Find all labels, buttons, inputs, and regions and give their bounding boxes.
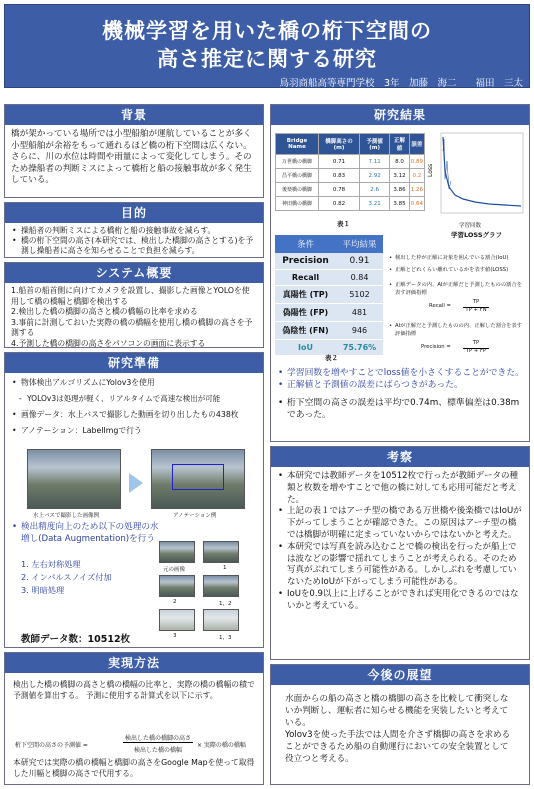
graph-title: 学習回数	[459, 223, 482, 229]
table1-header: Bridge Name	[276, 134, 319, 155]
future-text-2: Yolov3を使った手法では人間を介さず橋脚の高さを求めることができるため船の自動運行においての安全装置として役立つと考える。	[285, 730, 511, 764]
results-bullets	[277, 367, 525, 421]
precision-formula: Precision = TP TP + FP	[389, 340, 527, 356]
future-section	[270, 664, 530, 785]
aug-label: 元の画像	[163, 567, 186, 573]
teacher-data-count: 教師データ数：10512枚	[21, 634, 131, 645]
discussion-heading: 考察	[271, 447, 529, 467]
future-heading: 今後の展望	[271, 665, 529, 685]
aug-photo-12	[203, 575, 239, 597]
preparation-heading: 研究準備	[5, 353, 263, 373]
prep-bullet-1: • 物体検出アルゴリズムにYolov3を使用	[12, 378, 155, 387]
augmentation-item: 1. 左右対称処理	[21, 559, 81, 569]
photo-caption-2: アノテーション例	[173, 513, 217, 519]
loss-graph	[427, 131, 525, 239]
purpose-section	[4, 202, 264, 258]
aug-photo-1	[203, 541, 239, 563]
poster-title-line2: 高さ推定に関する研究	[157, 47, 377, 71]
results-section	[270, 104, 530, 442]
table-row-iou: IoU 75.76%	[275, 340, 383, 356]
table-row: 偽陽性 (FP) 481	[275, 304, 383, 322]
discussion-item: • 上記の表１ではアーチ型の橋である万世橋や後楽橋ではIoUが下がってしまうことが確認できた。この原因はアーチ型の橋では橋脚が明確に定まっていないからではないかと考えた。	[277, 506, 523, 541]
results-table-2	[275, 235, 383, 356]
metric-note: AIが正解だと予測したものの内、正解した割合を表す評価指標	[395, 323, 523, 337]
metric-note: 検出した枠が正解に対象を囲んでいる割合(IoU)	[395, 255, 509, 261]
table2-header: 平均結果	[336, 235, 383, 253]
table-row: 昌平橋の橋脚 0.83 2.92 3.12 0.2	[276, 169, 425, 183]
system-item: 4.予測した橋の橋脚の高さをパソコンの画面に表示する	[11, 338, 206, 348]
future-text-1: 水面からの船の高さと橋の橋脚の高さを比較して衝突しないか判断し、運転者に知らせる機能を実装したいと考えている。	[285, 694, 509, 728]
purpose-item: • 操船者の判断ミスによる橋桁と船の接触事故を減らす。	[11, 226, 257, 236]
augmentation-item: 2. インパルスノイズ付加	[21, 572, 112, 582]
augmentation-list	[21, 558, 112, 597]
aug-label: 1，2	[219, 601, 232, 607]
aug-photo-original	[159, 541, 195, 563]
purpose-item: • 橋の桁下空間の高さ(本研究では、検出した橋脚の高さとする)を予測し操船者に高さを知らせることで負担を減らす。	[11, 236, 257, 256]
prep-bullet-1-sub: - YOLOv3は処理が軽く、リアルタイムで高速な検出が可能	[19, 394, 221, 403]
system-item: 2.検出した橋の橋脚の高さと橋の橋幅の比率を求める	[11, 307, 198, 316]
background-text-2: さらに、川の水位は時間や雨量によって変化してしまう。そのため操船者の判断ミスによって橋桁と船の接触事故が多く発生している。	[11, 152, 252, 185]
table1-header: 予測値(m)	[360, 134, 390, 155]
results-bullet: • 学習回数を増やすことでloss値を小さくすることができた。	[277, 367, 525, 379]
table1-caption: 表１	[337, 220, 350, 228]
graph-caption: 学習LOSSグラフ	[451, 231, 503, 239]
preparation-section	[4, 352, 264, 648]
aug-label: 2	[173, 599, 177, 605]
discussion-item: • 本研究では写真を読み込むことで橋の検出を行ったが船上では波などの影響で揺れてしまうことが考えられる。そのため写真がぶれてしまう可能性がある。しかしぶれを考慮していないためIoUが下がってしまう可能性がある。	[277, 542, 523, 589]
recall-formula: Recall = TP TP + FN	[389, 299, 527, 315]
augmentation-bullet: • 検出精度向上のため以下の処理の水増し(Data Augmentation)を行う	[12, 522, 159, 544]
table-row: 真陽性 (TP) 5102	[275, 286, 383, 304]
graph-ylabel: Loss	[427, 163, 434, 177]
aug-photo-2	[159, 575, 195, 597]
poster-header	[4, 4, 530, 88]
discussion-item: • IoUを0.9以上に上げることができれば実用化できるのではないかと考えている。	[277, 589, 523, 613]
aug-photo-13	[203, 609, 239, 631]
system-item: 3.事前に計測しておいた実際の橋の橋幅を使用し橋の橋脚の高さを予測する	[11, 317, 253, 337]
background-heading: 背景	[5, 105, 263, 125]
loss-graph-svg	[429, 131, 525, 221]
poster-title-line1: 機械学習を用いた橋の桁下空間の	[102, 19, 432, 43]
bounding-box	[172, 464, 224, 490]
purpose-heading: 目的	[5, 203, 263, 223]
aug-photo-3	[159, 609, 195, 631]
arrow-right-icon	[129, 473, 143, 493]
prep-bullet-2: • 画像データ：水上バスで撮影した動画を切り出したもの438枚	[12, 410, 239, 419]
system-heading: システム概要	[5, 263, 263, 283]
table1-header: 橋脚高さの(m)	[318, 134, 359, 155]
results-table-1	[275, 133, 425, 211]
prep-bullet-3: • アノテーション：LabelImgで行う	[12, 426, 142, 435]
table1-header: 正解値	[390, 134, 409, 155]
background-text-1: 橋が架かっている場所では小型船舶が運航していることが多く小型船舶が余裕をもって通れるほど橋の桁下空間は広くない。	[11, 129, 252, 151]
table-row: 偽陰性 (FN) 946	[275, 322, 383, 340]
table2-caption: 表２	[325, 354, 338, 362]
aug-label: 1	[223, 565, 227, 571]
table-row: Precision 0.91	[275, 253, 383, 270]
method-heading: 実現方法	[5, 653, 263, 673]
metric-notes: • 検出した枠が正解に対象を囲んでいる割合(IoU) • 正解とどれくらい離れているかを表す値(LOSS) • 正解データの内、AIが正解だと予測したものの割合を表す評価指標 Recall = TP TP + FN • AIが正解だと予測したものの内、正解した割合を表す評価指標 Precision = TP TP + FP	[389, 255, 527, 356]
results-heading: 研究結果	[271, 105, 529, 125]
table-row: 万世橋の橋脚 0.71 7.11 8.0 0.89	[276, 155, 425, 169]
aug-label: 1，3	[219, 635, 232, 641]
method-formula: 桁下空間の高さの予測値 = 検出した橋の橋脚の高さ 検出した橋の橋幅 × 実際の橋の橋幅	[15, 735, 246, 754]
method-section	[4, 652, 264, 785]
annotation-photo-example	[151, 449, 245, 509]
boat-photo-example	[27, 449, 121, 509]
discussion-item: • 本研究では教師データを10512枚で行ったが教師データの種類と枚数を増やすことで他の橋に対しても応用可能だと考えた。	[277, 471, 523, 506]
results-bullet: • 正解値と予測値の誤差にばらつきがあった。	[277, 379, 525, 391]
method-text-2: 本研究では実際の橋の橋幅と橋脚の高さをGoogle Mapを使って取得した川幅と橋脚の高さで代用する。	[13, 758, 255, 778]
table-row: 後楽橋の橋脚 0.78 2.6 3.86 1.26	[276, 183, 425, 197]
discussion-section	[270, 446, 530, 660]
metric-note: 正解データの内、AIが正解だと予測したものの割合を表す評価指標	[395, 282, 523, 296]
system-item: 1.船首の船首側に向けてカメラを設置し、撮影した画像とYOLOを使用して橋の橋幅と橋脚を検出する	[11, 286, 250, 306]
table-row: Recall 0.84	[275, 270, 383, 286]
aug-label: 3	[173, 633, 177, 639]
method-text-1: 検出した橋の橋脚の高さと橋の橋幅の比率と、実際の橋の橋幅の積で予測値を算出する。 予測に使用する計算式を以下に示す。	[13, 680, 255, 700]
author-line: 鳥羽商船高等専門学校 3年 加藤 海二 福田 三太	[279, 78, 523, 89]
background-section	[4, 104, 264, 198]
table-row: 神田橋の橋脚 0.82 3.21 3.85 0.64	[276, 197, 425, 211]
metric-note: 正解とどれくらい離れているかを表す値(LOSS)	[395, 266, 509, 273]
photo-caption-1: 水上バスで撮影した画像例	[33, 513, 100, 519]
augmentation-item: 3. 明暗処理	[21, 585, 65, 595]
system-section	[4, 262, 264, 348]
results-bullet: • 桁下空間の高さの誤差は平均で0.74m、標準偏差は0.38mであった。	[277, 397, 525, 421]
table2-header: 条件	[275, 235, 336, 253]
table1-header: 誤差	[409, 134, 424, 155]
